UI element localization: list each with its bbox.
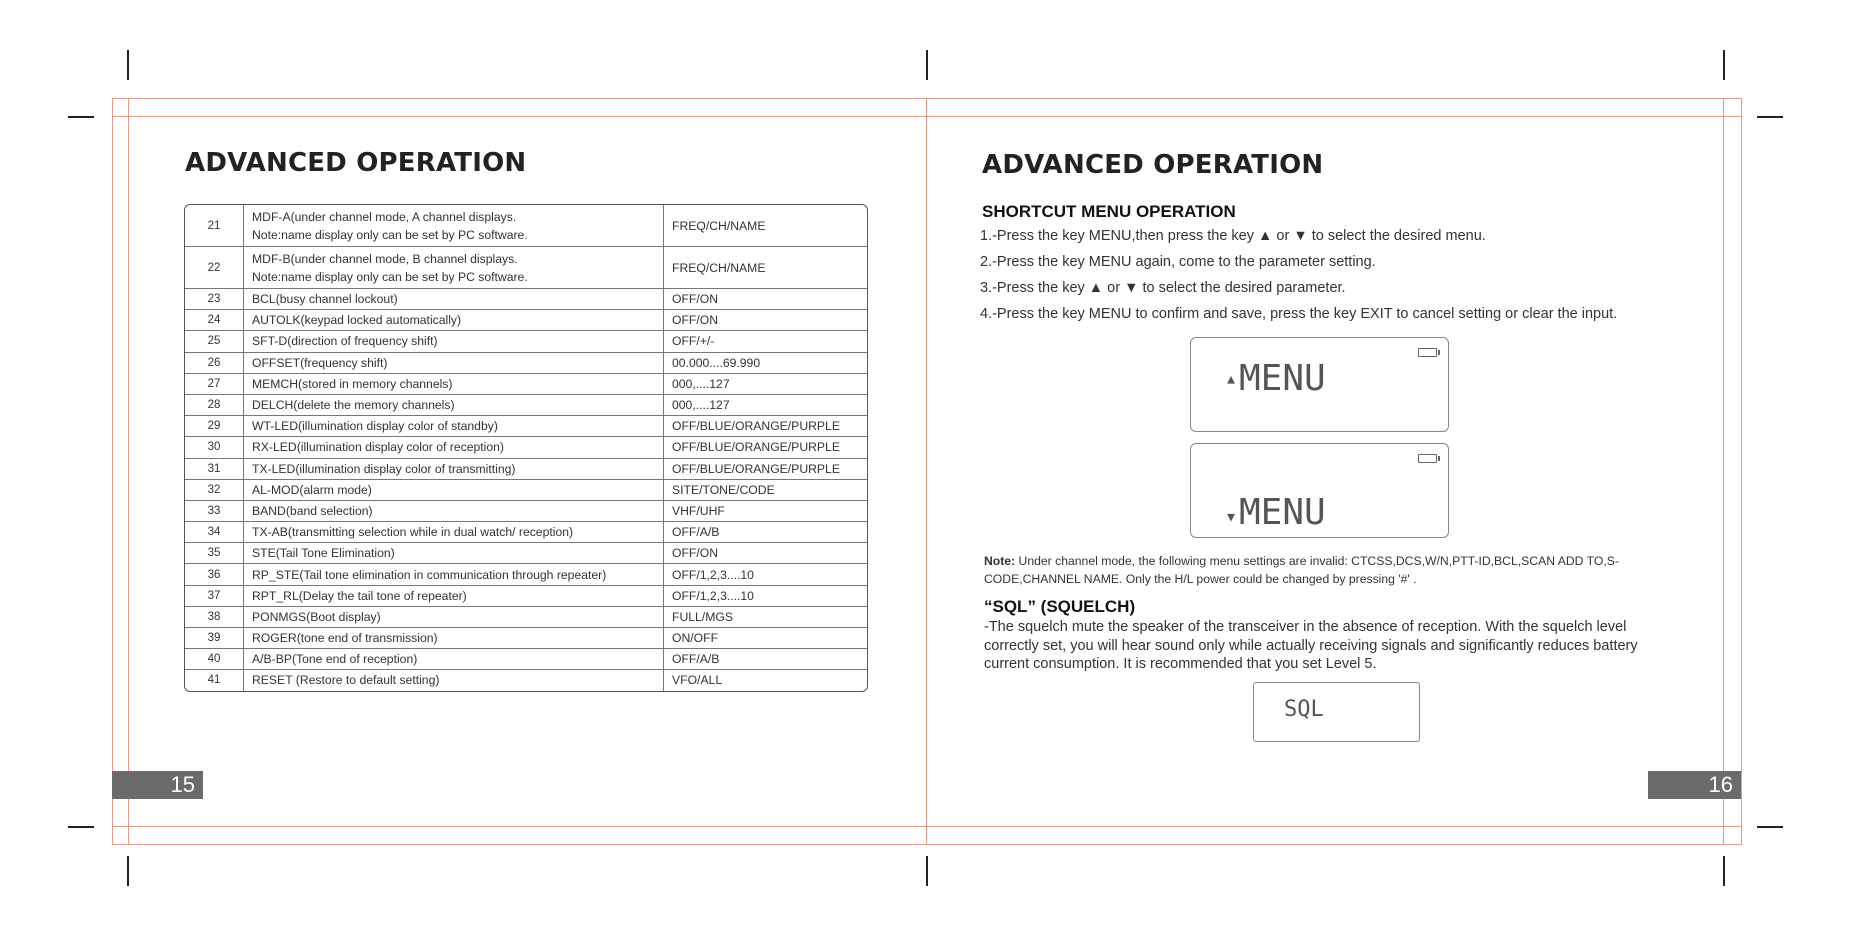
menu-number: 25 <box>185 331 244 352</box>
lcd-arrow-up: ▴ <box>1225 366 1238 390</box>
menu-description: A/B-BP(Tone end of reception) <box>244 649 664 670</box>
table-row <box>185 585 867 606</box>
menu-number: 41 <box>185 670 244 691</box>
lcd-menu-text: MENU <box>1239 358 1326 399</box>
menu-value: OFF/BLUE/ORANGE/PURPLE <box>664 416 868 437</box>
menu-number: 31 <box>185 458 244 479</box>
table-row <box>185 416 867 437</box>
menu-number: 27 <box>185 373 244 394</box>
frame-line <box>926 98 927 845</box>
frame-line <box>112 98 1742 99</box>
menu-description: STE(Tail Tone Elimination) <box>244 543 664 564</box>
page-number-left: 15 <box>112 771 203 799</box>
menu-description: MEMCH(stored in memory channels) <box>244 373 664 394</box>
menu-number: 32 <box>185 479 244 500</box>
lcd-menu-up <box>1190 337 1449 432</box>
menu-value: ON/OFF <box>664 628 868 649</box>
menu-value: OFF/ON <box>664 289 868 310</box>
step-4: 4.-Press the key MENU to confirm and save, press the key EXIT to cancel setting or clear the input. <box>980 306 1618 322</box>
menu-description: PONMGS(Boot display) <box>244 606 664 627</box>
menu-description: OFFSET(frequency shift) <box>244 352 664 373</box>
menu-value: OFF/1,2,3....10 <box>664 564 868 585</box>
crop-mark <box>1723 50 1725 80</box>
menu-description: AL-MOD(alarm mode) <box>244 479 664 500</box>
menu-number: 28 <box>185 394 244 415</box>
frame-line <box>112 844 1742 845</box>
menu-description: RX-LED(illumination display color of reception) <box>244 437 664 458</box>
crop-mark <box>127 856 129 886</box>
menu-value: OFF/BLUE/ORANGE/PURPLE <box>664 437 868 458</box>
table-row <box>185 500 867 521</box>
menu-description: ROGER(tone end of transmission) <box>244 628 664 649</box>
menu-description <box>244 247 664 289</box>
menu-value: VHF/UHF <box>664 500 868 521</box>
table-row <box>185 564 867 585</box>
menu-number: 38 <box>185 606 244 627</box>
menu-value: VFO/ALL <box>664 670 868 691</box>
crop-mark <box>1757 826 1783 828</box>
menu-number: 29 <box>185 416 244 437</box>
menu-description: WT-LED(illumination display color of standby) <box>244 416 664 437</box>
menu-value: SITE/TONE/CODE <box>664 479 868 500</box>
menu-value: OFF/A/B <box>664 649 868 670</box>
table-row <box>185 479 867 500</box>
menu-value: OFF/ON <box>664 543 868 564</box>
frame-line <box>112 116 1742 117</box>
crop-mark <box>1723 856 1725 886</box>
page-title-right: ADVANCED OPERATION <box>982 150 1324 180</box>
menu-description-line: MDF-B(under channel mode, B channel displays. <box>252 251 518 266</box>
menu-description: BCL(busy channel lockout) <box>244 289 664 310</box>
lcd-sql-text: SQL <box>1284 697 1324 722</box>
frame-line <box>112 98 113 845</box>
menu-description: TX-LED(illumination display color of transmitting) <box>244 458 664 479</box>
menu-description: RESET (Restore to default setting) <box>244 670 664 691</box>
menu-value: FREQ/CH/NAME <box>664 205 868 247</box>
menu-value: FREQ/CH/NAME <box>664 247 868 289</box>
table-row <box>185 437 867 458</box>
menu-number: 36 <box>185 564 244 585</box>
frame-line <box>1741 98 1742 845</box>
table-row <box>185 247 867 289</box>
sql-heading: “SQL” (SQUELCH) <box>984 597 1136 616</box>
menu-description-line: MDF-A(under channel mode, A channel displays. <box>252 209 517 224</box>
frame-line <box>128 98 129 845</box>
menu-description-note: Note:name display only can be set by PC software. <box>252 227 528 242</box>
menu-number: 30 <box>185 437 244 458</box>
table-row <box>185 649 867 670</box>
menu-number: 24 <box>185 310 244 331</box>
crop-mark <box>68 826 94 828</box>
menu-number: 39 <box>185 628 244 649</box>
page-title-left: ADVANCED OPERATION <box>185 148 527 178</box>
menu-value: OFF/1,2,3....10 <box>664 585 868 606</box>
crop-mark <box>926 856 928 886</box>
menu-description: RP_STE(Tail tone elimination in communication through repeater) <box>244 564 664 585</box>
table-row <box>185 352 867 373</box>
note-text: Under channel mode, the following menu settings are invalid: CTCSS,DCS,W/N,PTT-ID,BCL,SCAN ADD TO,S-CODE,CHANNEL NAME. Only the H/L power could be changed by pressing '#' . <box>984 554 1619 586</box>
menu-number: 40 <box>185 649 244 670</box>
menu-description: DELCH(delete the memory channels) <box>244 394 664 415</box>
menu-description: SFT-D(direction of frequency shift) <box>244 331 664 352</box>
step-2: 2.-Press the key MENU again, come to the parameter setting. <box>980 254 1376 270</box>
lcd-menu-text: MENU <box>1239 492 1326 533</box>
table-row <box>185 373 867 394</box>
lcd-arrow-down: ▾ <box>1225 504 1238 528</box>
menu-number: 37 <box>185 585 244 606</box>
menu-value: OFF/ON <box>664 310 868 331</box>
menu-description-note: Note:name display only can be set by PC software. <box>252 269 528 284</box>
step-1: 1.-Press the key MENU,then press the key ▲ or ▼ to select the desired menu. <box>980 228 1486 244</box>
note-label: Note: <box>984 554 1016 568</box>
table-row <box>185 628 867 649</box>
menu-value: OFF/BLUE/ORANGE/PURPLE <box>664 458 868 479</box>
menu-value: 00.000....69.990 <box>664 352 868 373</box>
crop-mark <box>1757 116 1783 118</box>
frame-line <box>112 826 1742 827</box>
frame-line <box>1723 98 1724 845</box>
crop-mark <box>68 116 94 118</box>
shortcut-heading: SHORTCUT MENU OPERATION <box>982 202 1236 221</box>
menu-value: FULL/MGS <box>664 606 868 627</box>
menu-value: OFF/A/B <box>664 522 868 543</box>
battery-icon <box>1418 454 1437 463</box>
table-row <box>185 606 867 627</box>
crop-mark <box>127 50 129 80</box>
menu-number: 34 <box>185 522 244 543</box>
menu-number: 21 <box>185 205 244 247</box>
menu-number: 35 <box>185 543 244 564</box>
table-row <box>185 310 867 331</box>
menu-description: TX-AB(transmitting selection while in dual watch/ reception) <box>244 522 664 543</box>
menu-value: OFF/+/- <box>664 331 868 352</box>
table-row <box>185 670 867 691</box>
lcd-menu-down <box>1190 443 1449 538</box>
table-row <box>185 331 867 352</box>
table-row <box>185 289 867 310</box>
page-number-right: 16 <box>1648 771 1741 799</box>
sql-paragraph: -The squelch mute the speaker of the transceiver in the absence of reception. With the squelch level correctly set, you will hear sound only while actually receiving signals and significantly reduces battery current consumption. It is recommended that you set Level 5. <box>984 619 1638 672</box>
menu-description: RPT_RL(Delay the tail tone of repeater) <box>244 585 664 606</box>
crop-mark <box>926 50 928 80</box>
table-row <box>185 458 867 479</box>
menu-number: 33 <box>185 500 244 521</box>
menu-description: BAND(band selection) <box>244 500 664 521</box>
table-row <box>185 205 867 247</box>
menu-value: 000,....127 <box>664 373 868 394</box>
menu-value: 000,....127 <box>664 394 868 415</box>
battery-icon <box>1418 348 1437 357</box>
note-paragraph <box>984 552 1674 588</box>
menu-number: 22 <box>185 247 244 289</box>
step-3: 3.-Press the key ▲ or ▼ to select the desired parameter. <box>980 280 1346 296</box>
menu-description: AUTOLK(keypad locked automatically) <box>244 310 664 331</box>
table-row <box>185 543 867 564</box>
table-row <box>185 394 867 415</box>
menu-settings-table <box>184 204 868 692</box>
lcd-sql <box>1253 682 1420 742</box>
menu-number: 26 <box>185 352 244 373</box>
table-row <box>185 522 867 543</box>
menu-description <box>244 205 664 247</box>
menu-number: 23 <box>185 289 244 310</box>
